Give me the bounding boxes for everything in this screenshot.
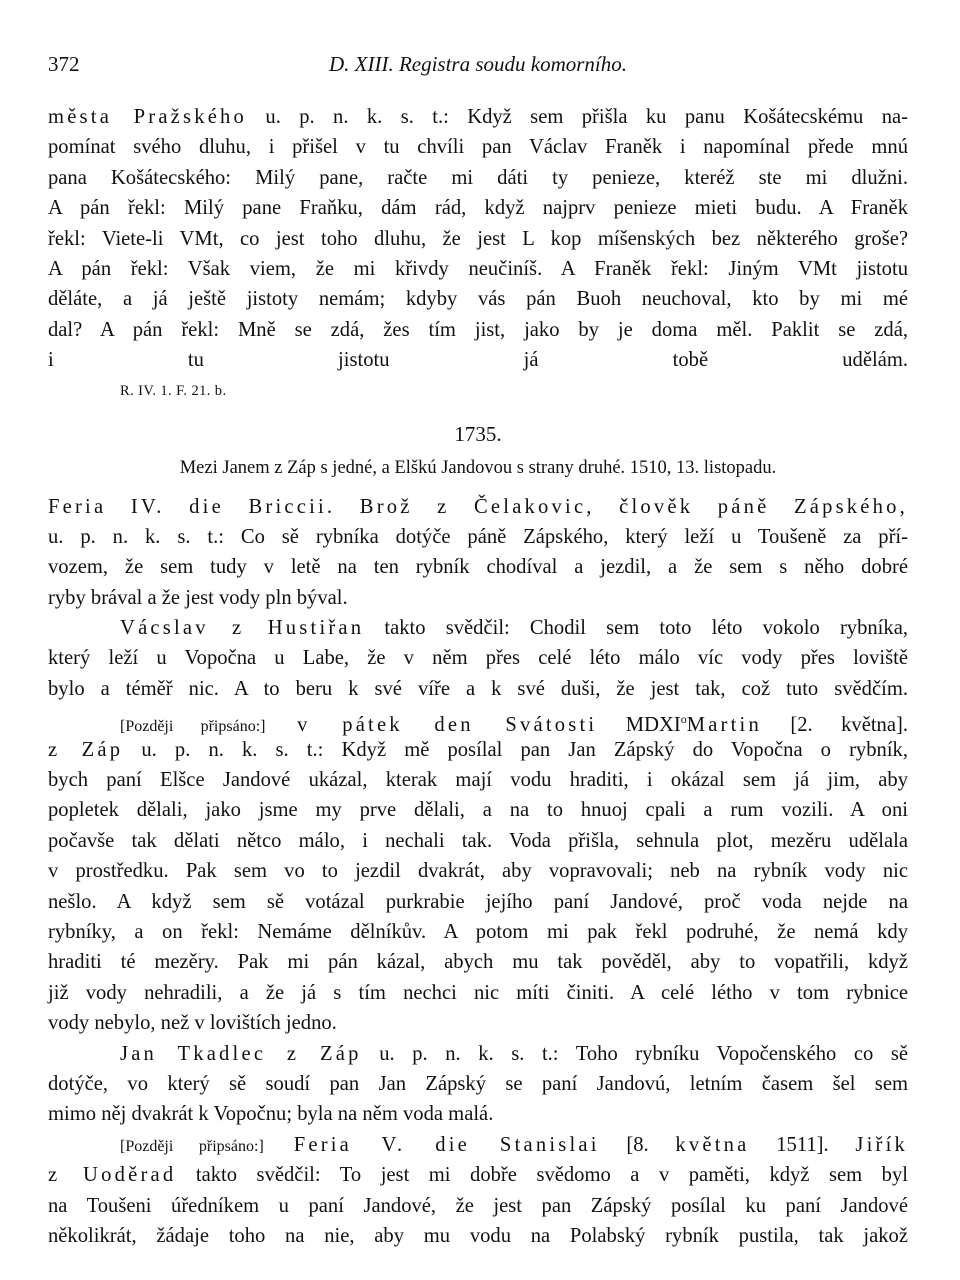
spaced-name: Jan Tkadlec z Záp [120,1042,362,1065]
text-line [48,1221,908,1251]
line-text: v prostředku. Pak sem vo to jezdil dvakrát, aby vopravovali; neb na rybník vody nic [48,860,908,883]
archival-reference: R. IV. 1. F. 21. b. [120,382,227,399]
line-text: ryby brával a že jest vody pln býval. [48,586,348,609]
line-text: na Toušeni úředníkem u paní Jandové, že jest pan Zápský posílal ku paní Jandové [48,1194,908,1217]
text-line [48,765,908,795]
line-text: dotýče, vo který sě soudí pan Jan Zápský se paní Jandovú, letním časem šel sem [48,1072,908,1095]
text-line [48,102,908,132]
spaced-name: Feria V. die Stanislai [263,1133,600,1156]
line-text: u. p. n. k. s. t.: Co sě rybníka dotýče páně Zápského, který leží u Toušeně za pří- [48,525,908,548]
line-text: nešlo. A když sem sě votázal purkrabie jejího paní Jandové, proč voda nejde na [48,890,908,913]
text-line [48,795,908,825]
text-line [48,132,908,162]
text-line [48,224,908,254]
line-text: u. p. n. k. s. t.: Toho rybníku Vopočenského co sě [361,1042,909,1065]
line-text: několikrát, žádaje toho na nie, aby mu vodu na Polabský rybník pustila, tak jakož [48,1224,908,1247]
line-text: takto svědčil: Chodil sem toto léto vokolo rybníka, [364,617,908,640]
text-line [48,522,908,552]
text-line [48,1039,908,1069]
page-body [48,102,908,1251]
line-text: A pán řekl: Milý pane Fraňku, dám rád, když najprv penieze mieti budu. A Franěk [48,197,908,220]
line-text: A pán řekl: Však viem, že mi křivdy neučiníš. A Franěk řekl: Jiným VMt jistotu [48,257,908,280]
line-text: rybníky, a on řekl: Nemáme dělníkův. A potom mi pak řekl podruhé, že nemá kdy [48,920,908,943]
line-text: pana Košátecského: Milý pane, račte mi dáti ty penieze, kteréž ste mi dlužni. [48,166,908,189]
spaced-name: Jiřík [855,1133,909,1156]
line-text: hraditi té mezěry. Pak mi pán kázal, abych mu tak pověděl, aby to vopatřili, když [48,951,908,974]
text-line [48,1191,908,1221]
superscript: o [680,712,687,727]
line-text: u. p. n. k. s. t.: Když sem přišla ku panu Košátecskému na- [247,106,908,128]
line-text: počavše tak dělati nětco málo, i nechali tak. Voda přišla, sehnula plot, mezěru udělala [48,829,908,852]
line-text: bylo a téměř nic. A to beru k své víře a k své duši, že jest tak, což tuto svědčím. [48,677,908,700]
text-line [48,193,908,223]
line-text: popletek dělali, jako jsme my prve dělali, a na to hnuoj cpali a rum vozili. A oni [48,799,908,822]
page-header [48,52,908,82]
document-regest: Mezi Janem z Záp s jedné, a Elškú Jandovou s strany druhé. 1510, 13. listopadu. [179,457,777,478]
spaced-name: města Pražského [48,106,248,128]
text-line [48,735,908,765]
text-line [48,978,908,1008]
text-line [48,887,908,917]
line-text: vozem, že sem tudy v letě na ten rybník chodíval a jezdil, a že sem s něho dobré [48,556,908,579]
text-line [48,704,908,737]
text-line [48,552,908,582]
text-line [48,613,908,643]
text-line [48,315,908,345]
spaced-name: z Uoděrad [48,1164,177,1187]
text-line [48,1008,908,1038]
line-text: takto svědčil: To jest mi dobře svědomo a v paměti, když sem byl [176,1164,908,1187]
text-line [48,492,908,522]
line-text: dal? A pán řekl: Mně se zdá, žes tím jist, jako by je doma měl. Paklit se zdá, [48,318,908,341]
spaced-name: Feria IV. die Briccii. Brož z Čelakovic, člověk páně Zápského, [48,495,908,518]
line-text: MDXI [597,714,681,737]
first-section-text [48,102,908,376]
spaced-name: z Záp [48,738,124,761]
document-number: 1735. [454,421,502,446]
line-text: děláte, a já ještě jistoty nemám; kdyby vás pán Buoh neuchoval, kto by mi mé [48,288,908,311]
text-line [48,856,908,886]
text-line [48,345,908,375]
line-text: i tu jistotu já tobě udělám. [48,349,908,372]
text-line [48,284,908,314]
line-text: bych paní Elšce Jandové ukázal, kterak mají vodu hraditi, i okázal sem já jim, aby [48,769,908,792]
text-line [48,826,908,856]
spaced-name: Vácslav z Hustiřan [120,617,365,640]
line-text: řekl: Viete-li VMt, co jest toho dluhu, že jest L kop míšenských bez některého groše? [48,227,908,250]
line-text: [8. [599,1133,676,1156]
text-line [48,583,908,613]
spaced-name: května [675,1133,750,1156]
line-text: mimo něj dvakrát k Vopočnu; byla na něm voda malá. [48,1103,494,1126]
spaced-name: v pátek den Svátosti [265,714,598,737]
line-text: který leží u Vopočna u Labe, že v něm přes celé léto málo víc vody přes loviště [48,647,908,670]
text-line [48,674,908,704]
text-line [48,254,908,284]
text-line [48,1099,908,1129]
line-text: u. p. n. k. s. t.: Když mě posílal pan Jan Zápský do Vopočna o rybník, [123,738,908,761]
running-title: D. XIII. Registra soudu komorního. [328,52,628,76]
text-line [48,1069,908,1099]
editorial-note: [Později připsáno:] [120,718,266,736]
text-line [48,643,908,673]
line-text: vody nebylo, než v lovištích jedno. [48,1012,337,1035]
spaced-name: Martin [686,714,762,737]
text-line [48,163,908,193]
page-number: 372 [48,52,80,76]
line-text: pomínat svého dluhu, i přišel v tu chvíli pan Václav Franěk i napomínal přede mnú [48,136,908,159]
text-line [48,1160,908,1190]
editorial-note: [Později připsáno:] [120,1137,264,1155]
line-text: již vody nehradili, a že já s tím nechci nic míti činiti. A celé létho v tom rybnice [48,981,908,1004]
text-line [48,947,908,977]
text-line [48,917,908,947]
line-text: [2. května]. [761,714,908,737]
text-line [48,1130,908,1160]
document-text [48,492,908,1252]
line-text: 1511]. [749,1133,856,1156]
